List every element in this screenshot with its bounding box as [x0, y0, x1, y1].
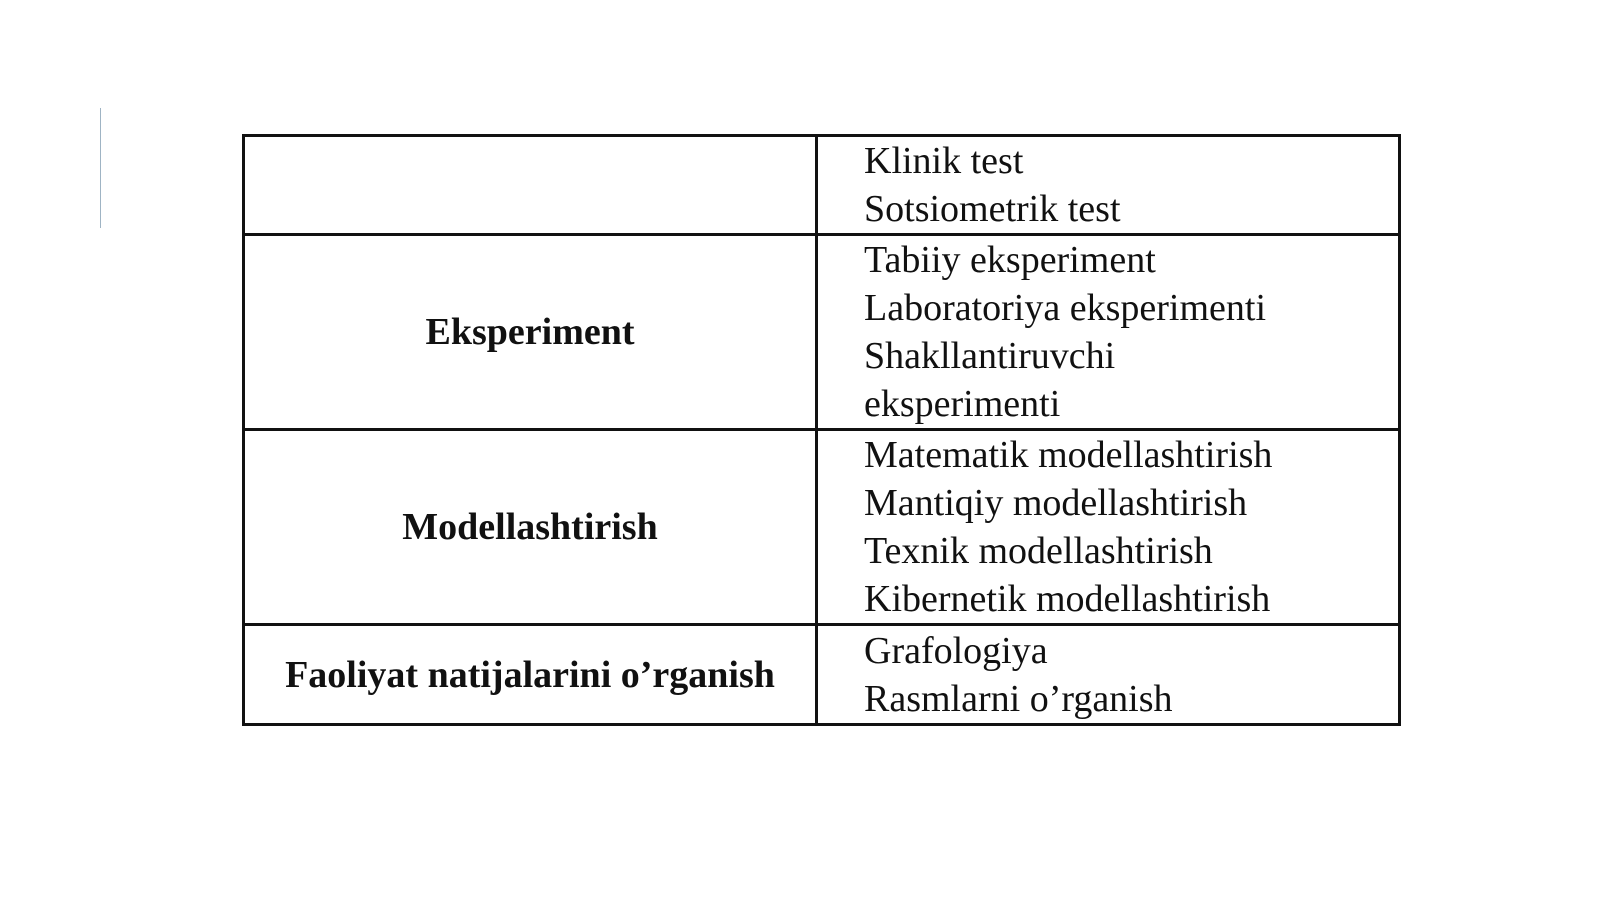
method-item: Laboratoriya eksperimenti — [864, 287, 1267, 329]
slide-edge-line — [100, 108, 101, 228]
method-item: Tabiiy eksperiment — [864, 239, 1156, 281]
method-name-cell — [244, 136, 817, 235]
table-row — [244, 430, 1400, 625]
method-item: Sotsiometrik test — [864, 188, 1121, 230]
method-name-cell: Modellashtirish — [244, 430, 817, 625]
method-item: Kibernetik modellashtirish — [864, 578, 1271, 620]
method-item: Matematik modellashtirish — [864, 434, 1273, 476]
method-items-cell — [817, 136, 1400, 235]
method-item: eksperimenti — [864, 383, 1061, 425]
method-name-cell: Eksperiment — [244, 235, 817, 430]
table-row — [244, 136, 1400, 235]
method-items-cell — [817, 235, 1400, 430]
table-row — [244, 235, 1400, 430]
methods-table — [242, 134, 1401, 726]
method-items-cell — [817, 625, 1400, 725]
method-item: Grafologiya — [864, 629, 1048, 672]
method-item: Klinik test — [864, 140, 1024, 182]
method-item: Shakllantiruvchi — [864, 335, 1116, 377]
method-item: Mantiqiy modellashtirish — [864, 482, 1248, 524]
table-row — [244, 625, 1400, 725]
method-name-cell: Faoliyat natijalarini o’rganish — [244, 625, 817, 725]
method-items-cell — [817, 430, 1400, 625]
method-item: Rasmlarni o’rganish — [864, 677, 1173, 720]
method-item: Texnik modellashtirish — [864, 530, 1213, 572]
